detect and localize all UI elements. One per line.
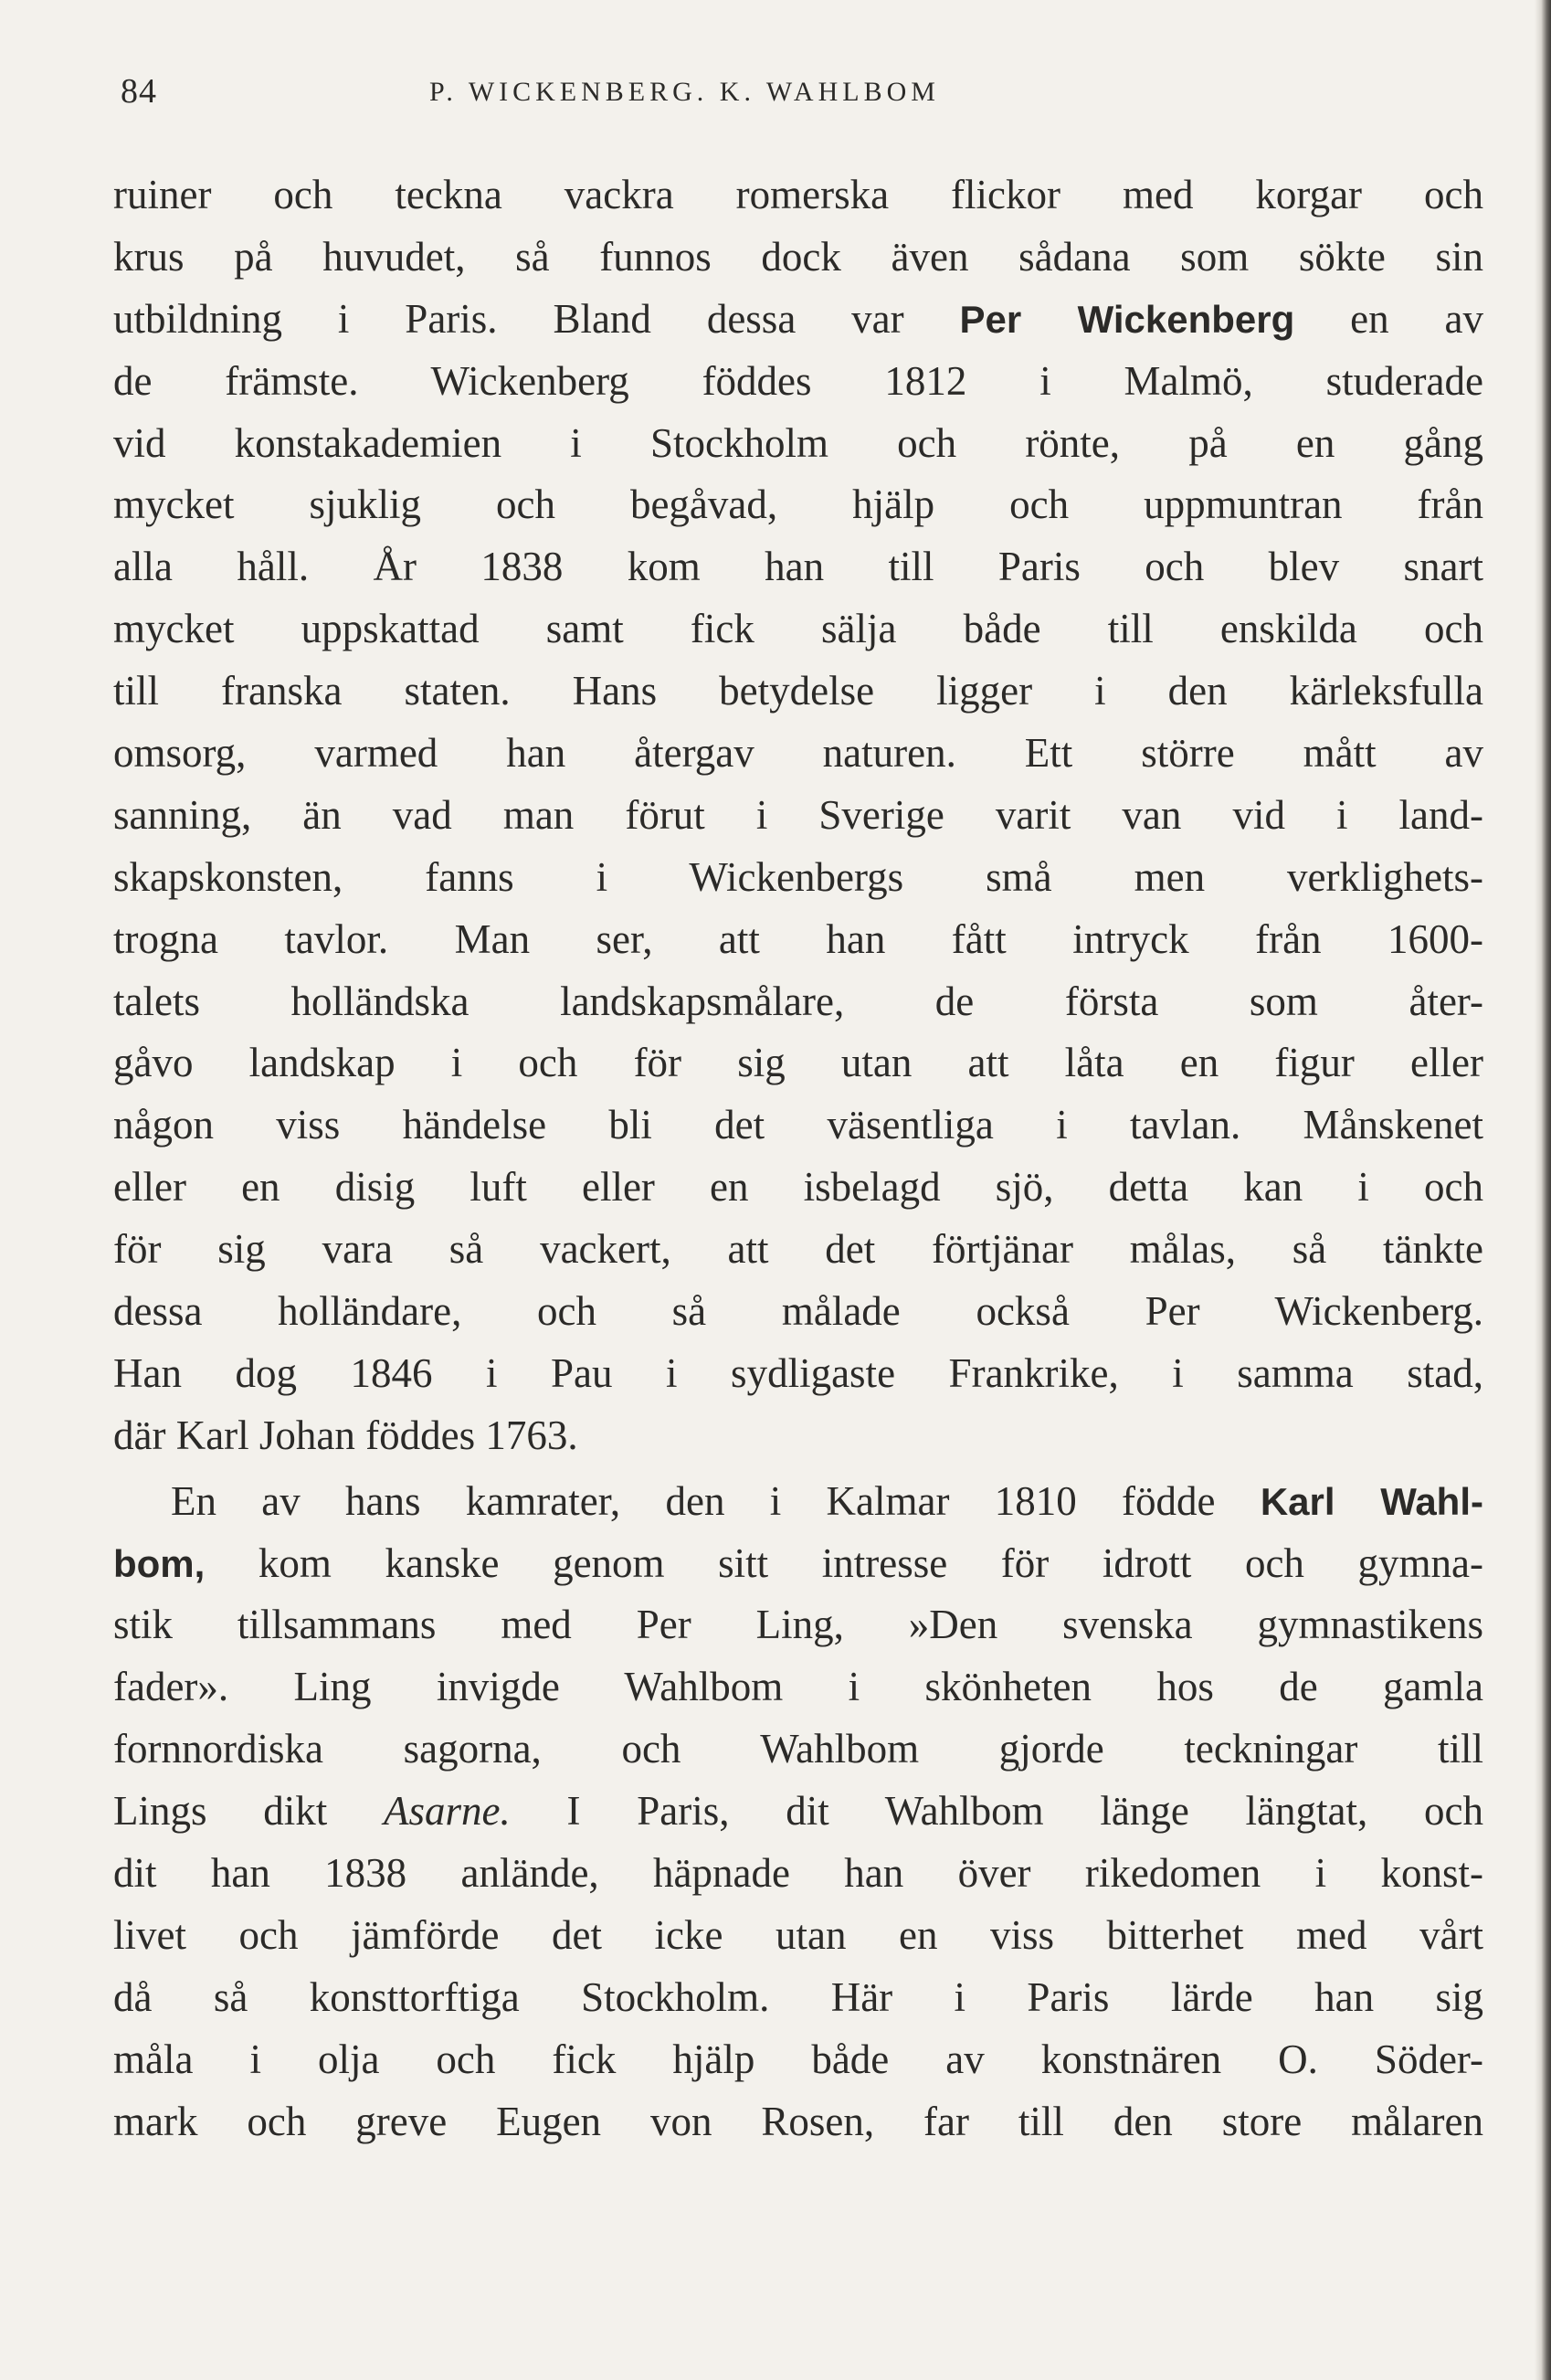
text-line: någon viss händelse bli det väsentliga i tavlan. Månskenet bbox=[113, 1102, 1483, 1148]
text-line bbox=[113, 289, 1483, 351]
text-line: eller en disig luft eller en isbelagd sjö, detta kan i och bbox=[113, 1164, 1483, 1211]
text-line: stik tillsammans med Per Ling, »Den svenska gymnastikens bbox=[113, 1602, 1483, 1648]
text-line: måla i olja och fick hjälp både av konstnären O. Söder- bbox=[113, 2036, 1483, 2082]
text-run: I Paris, dit Wahlbom länge längtat, och bbox=[510, 1788, 1483, 1835]
text-run: utbildning i Paris. Bland dessa var bbox=[113, 295, 960, 342]
text-line: där Karl Johan föddes 1763. bbox=[113, 1412, 578, 1458]
text-line: livet och jämförde det icke utan en viss bitterhet med vårt bbox=[113, 1911, 1483, 1958]
text-line: mycket sjuklig och begåvad, hjälp och uppmuntran från bbox=[113, 481, 1483, 528]
text-line: vid konstakademien i Stockholm och rönte, på en gång bbox=[113, 419, 1483, 466]
body-text bbox=[113, 164, 1483, 2153]
text-line: mark och greve Eugen von Rosen, far till den store målaren bbox=[113, 2098, 1483, 2144]
text-line: alla håll. År 1838 kom han till Paris och blev snart bbox=[113, 544, 1483, 590]
text-line: dessa holländare, och så målade också Per Wickenberg. bbox=[113, 1288, 1483, 1335]
text-line: dit han 1838 anlände, häpnade han över rikedomen i konst- bbox=[113, 1850, 1483, 1897]
text-line: krus på huvudet, så funnos dock även sådana som sökte sin bbox=[113, 233, 1483, 280]
text-line: skapskonsten, fanns i Wickenbergs små men verklighets- bbox=[113, 853, 1483, 900]
text-line: Han dog 1846 i Pau i sydligaste Frankrike, i samma stad, bbox=[113, 1349, 1483, 1396]
paragraph-wickenberg bbox=[113, 164, 1483, 1467]
text-line bbox=[113, 1471, 1483, 1533]
text-line: talets holländska landskapsmålare, de första som åter- bbox=[113, 978, 1483, 1024]
paragraph-wahlbom bbox=[113, 1471, 1483, 2153]
text-line bbox=[113, 1533, 1483, 1595]
name-karl-wahlbom: Karl Wahl- bbox=[1260, 1479, 1483, 1523]
text-line: för sig vara så vackert, att det förtjänar målas, så tänkte bbox=[113, 1226, 1483, 1273]
page-edge-shadow bbox=[1535, 0, 1551, 2380]
title-asarne: Asarne. bbox=[384, 1788, 511, 1835]
text-line: mycket uppskattad samt fick sälja både till enskilda och bbox=[113, 606, 1483, 652]
text-line bbox=[113, 1781, 1483, 1843]
name-karl-wahlbom-cont: bom, bbox=[113, 1541, 206, 1585]
text-line: de främste. Wickenberg föddes 1812 i Malmö, studerade bbox=[113, 357, 1483, 404]
text-line: omsorg, varmed han återgav naturen. Ett större mått av bbox=[113, 730, 1483, 777]
text-run: en av bbox=[1294, 295, 1483, 342]
text-line: trogna tavlor. Man ser, att han fått intryck från 1600- bbox=[113, 915, 1483, 962]
text-run: Lings dikt bbox=[113, 1788, 385, 1835]
running-head bbox=[110, 71, 1489, 126]
text-line: då så konsttorftiga Stockholm. Här i Paris lärde han sig bbox=[113, 1973, 1483, 2020]
text-line: sanning, än vad man förut i Sverige varit van vid i land- bbox=[113, 791, 1483, 838]
text-run: En av hans kamrater, den i Kalmar 1810 födde bbox=[171, 1477, 1261, 1524]
page-number: 84 bbox=[121, 72, 157, 111]
text-line: fader». Ling invigde Wahlbom i skönheten hos de gamla bbox=[113, 1664, 1483, 1710]
text-line: fornnordiska sagorna, och Wahlbom gjorde teckningar till bbox=[113, 1726, 1483, 1772]
name-per-wickenberg: Per Wickenberg bbox=[959, 297, 1295, 341]
running-title: P. WICKENBERG. K. WAHLBOM bbox=[429, 77, 940, 107]
text-line: ruiner och teckna vackra romerska flickor med korgar och bbox=[113, 172, 1483, 217]
text-line: gåvo landskap i och för sig utan att låta en figur eller bbox=[113, 1040, 1483, 1086]
text-run: kom kanske genom sitt intresse för idrott och gymna- bbox=[205, 1539, 1483, 1586]
text-line: till franska staten. Hans betydelse ligger i den kärleksfulla bbox=[113, 668, 1483, 714]
